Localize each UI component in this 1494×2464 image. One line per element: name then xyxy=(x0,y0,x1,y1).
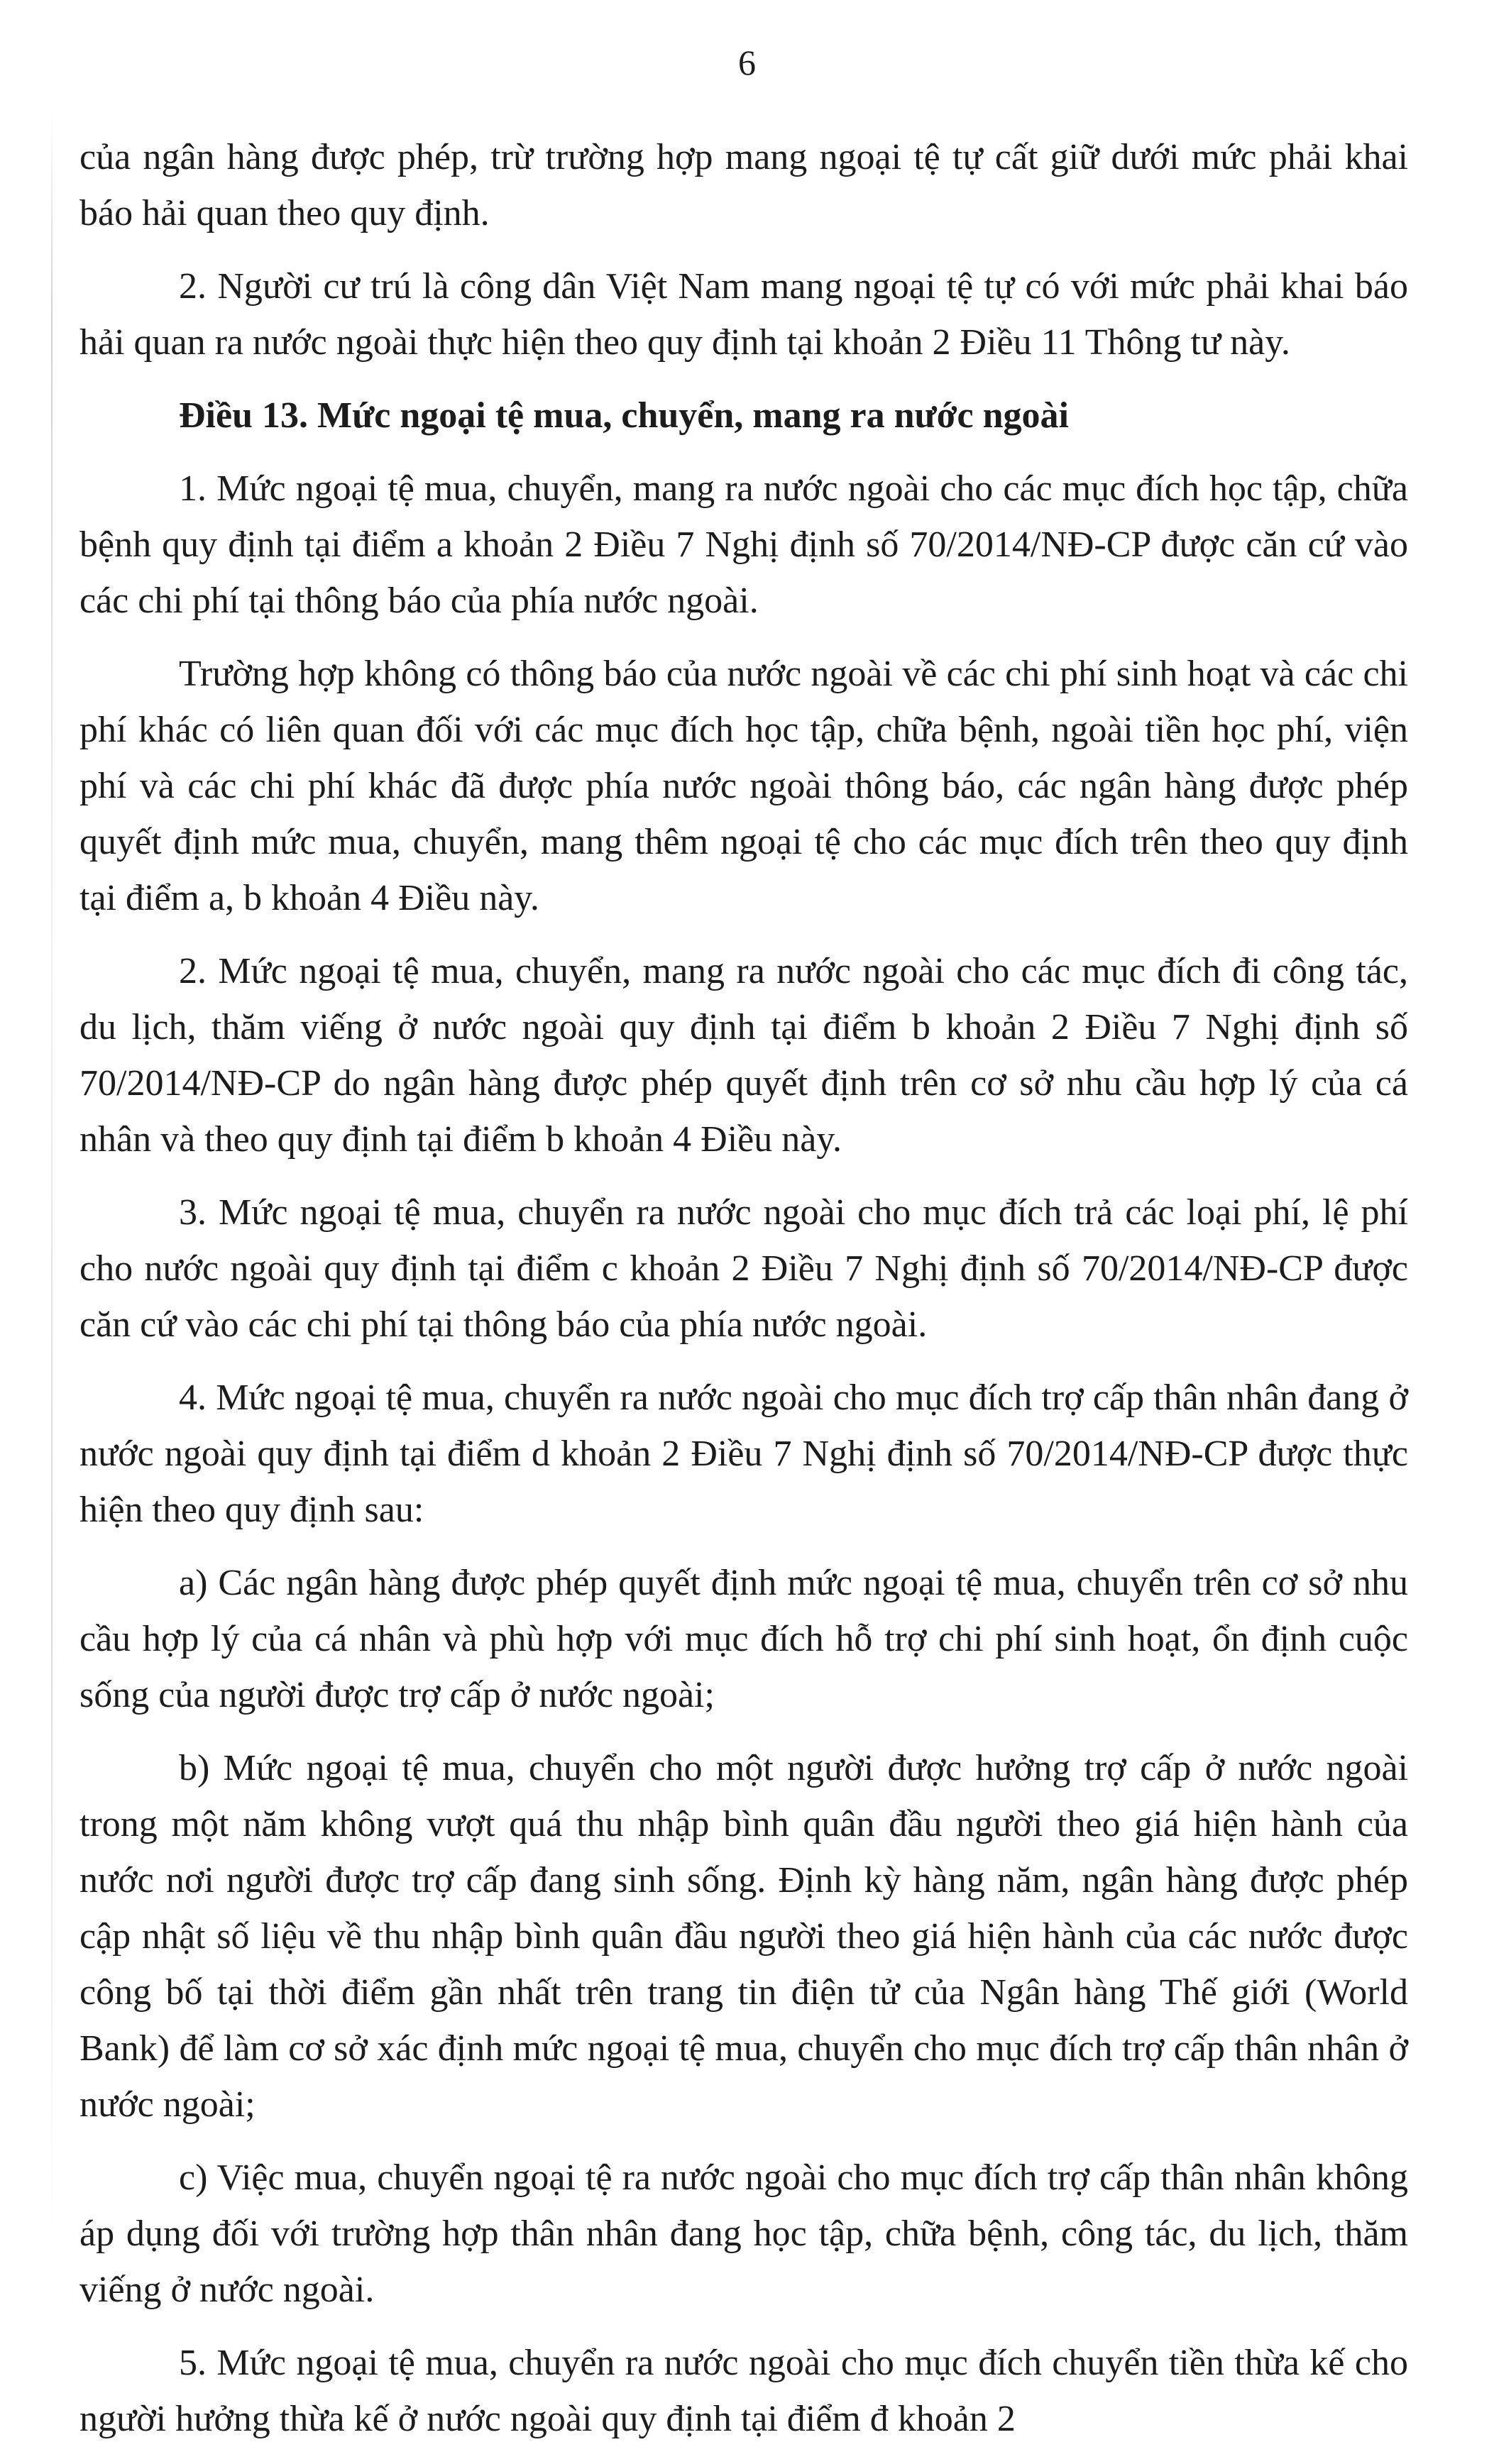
paragraph-continuation: của ngân hàng được phép, trừ trường hợp mang ngoại tệ tự cất giữ dưới mức phải khai báo hải quan theo quy định. xyxy=(79,137,1408,233)
article-13-heading: Điều 13. Mức ngoại tệ mua, chuyển, mang ra nước ngoài xyxy=(179,395,1069,436)
scan-edge-shadow xyxy=(51,106,53,2235)
paragraph-article-13-clause-3: 3. Mức ngoại tệ mua, chuyển ra nước ngoài cho mục đích trả các loại phí, lệ phí cho nước ngoài quy định tại điểm c khoản 2 Điều 7 Nghị định số 70/2014/NĐ-CP được căn cứ vào các chi phí tại thông báo của phía nước ngoài. xyxy=(79,1192,1408,1345)
paragraph-clause-4-point-a: a) Các ngân hàng được phép quyết định mức ngoại tệ mua, chuyển trên cơ sở nhu cầu hợp lý của cá nhân và phù hợp với mục đích hỗ trợ chi phí sinh hoạt, ổn định cuộc sống của người được trợ cấp ở nước ngoài; xyxy=(79,1563,1408,1715)
paragraph-article-13-clause-1: 1. Mức ngoại tệ mua, chuyển, mang ra nước ngoài cho các mục đích học tập, chữa bệnh quy định tại điểm a khoản 2 Điều 7 Nghị định số 70/2014/NĐ-CP được căn cứ vào các chi phí tại thông báo của phía nước ngoài. xyxy=(79,468,1408,621)
paragraph-clause-4-point-b: b) Mức ngoại tệ mua, chuyển cho một người được hưởng trợ cấp ở nước ngoài trong một năm không vượt quá thu nhập bình quân đầu người theo giá hiện hành của nước nơi người được trợ cấp đang sinh sống. Định kỳ hàng năm, ngân hàng được phép cập nhật số liệu về thu nhập bình quân đầu người theo giá hiện hành của các nước được công bố tại thời điểm gần nhất trên trang tin điện tử của Ngân hàng Thế giới (World Bank) để làm cơ sở xác định mức ngoại tệ mua, chuyển cho mục đích trợ cấp thân nhân ở nước ngoài; xyxy=(79,1748,1408,2125)
paragraph-article-13-clause-2: 2. Mức ngoại tệ mua, chuyển, mang ra nước ngoài cho các mục đích đi công tác, du lịch, thăm viếng ở nước ngoài quy định tại điểm b khoản 2 Điều 7 Nghị định số 70/2014/NĐ-CP do ngân hàng được phép quyết định trên cơ sở nhu cầu hợp lý của cá nhân và theo quy định tại điểm b khoản 4 Điều này. xyxy=(79,951,1408,1160)
paragraph-clause-2: 2. Người cư trú là công dân Việt Nam mang ngoại tệ tự có với mức phải khai báo hải quan ra nước ngoài thực hiện theo quy định tại khoản 2 Điều 11 Thông tư này. xyxy=(79,266,1408,363)
page-number: 6 xyxy=(738,43,756,82)
paragraph-clause-4-point-c: c) Việc mua, chuyển ngoại tệ ra nước ngoài cho mục đích trợ cấp thân nhân không áp dụng đối với trường hợp thân nhân đang học tập, chữa bệnh, công tác, du lịch, thăm viếng ở nước ngoài. xyxy=(79,2157,1408,2310)
paragraph-article-13-clause-5: 5. Mức ngoại tệ mua, chuyển ra nước ngoài cho mục đích chuyển tiền thừa kế cho người hưởng thừa kế ở nước ngoài quy định tại điểm đ khoản 2 xyxy=(79,2343,1408,2439)
document-body xyxy=(79,129,1408,2464)
paragraph-article-13-clause-1-detail: Trường hợp không có thông báo của nước ngoài về các chi phí sinh hoạt và các chi phí khác có liên quan đối với các mục đích học tập, chữa bệnh, ngoài tiền học phí, viện phí và các chi phí khác đã được phía nước ngoài thông báo, các ngân hàng được phép quyết định mức mua, chuyển, mang thêm ngoại tệ cho các mục đích trên theo quy định tại điểm a, b khoản 4 Điều này. xyxy=(79,654,1408,918)
paragraph-article-13-clause-4: 4. Mức ngoại tệ mua, chuyển ra nước ngoài cho mục đích trợ cấp thân nhân đang ở nước ngoài quy định tại điểm d khoản 2 Điều 7 Nghị định số 70/2014/NĐ-CP được thực hiện theo quy định sau: xyxy=(79,1377,1408,1530)
